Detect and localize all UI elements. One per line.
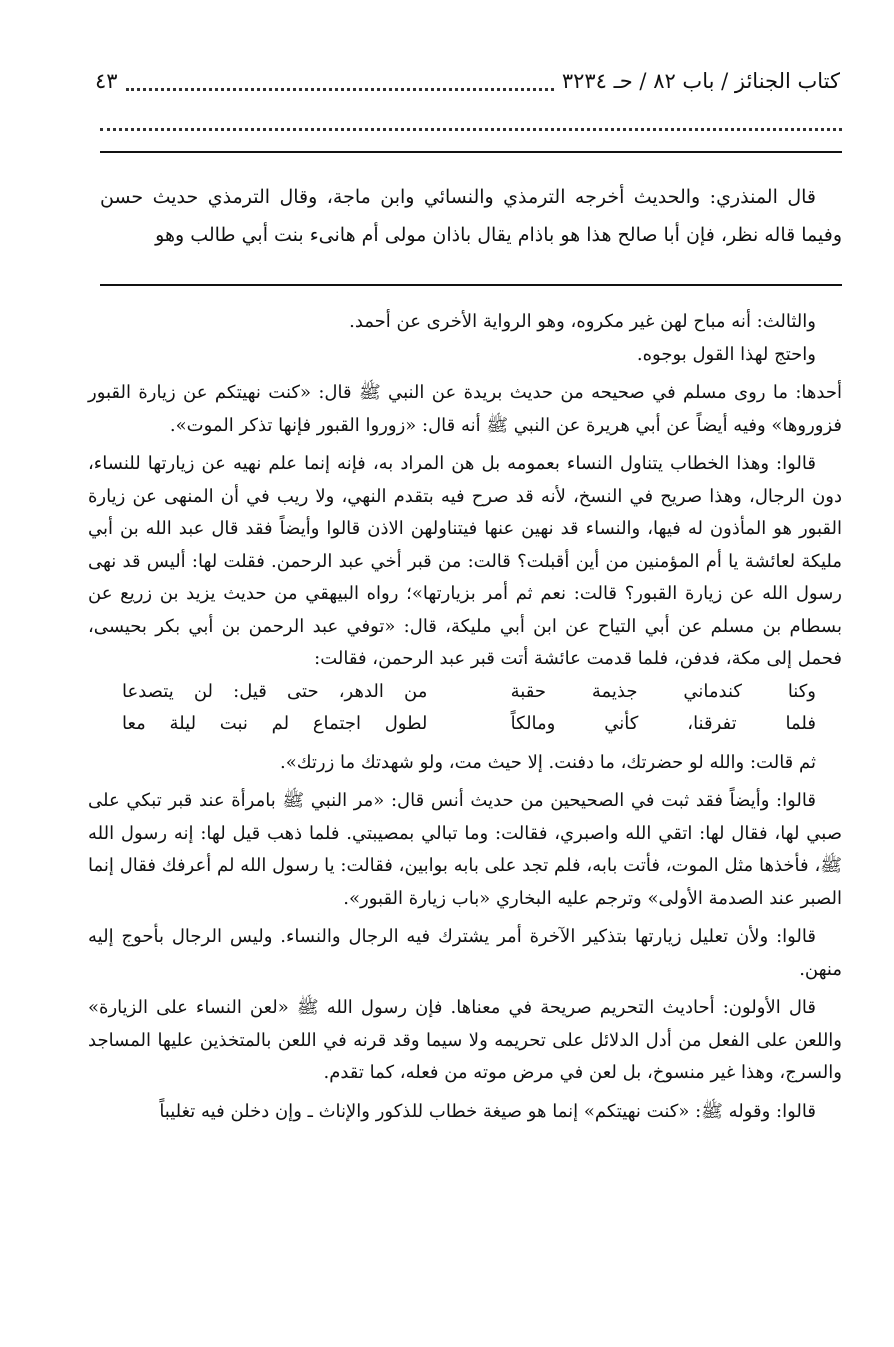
verse-2-second-hemistich: لطول اجتماع لم نبت ليلة معا: [122, 713, 428, 734]
paragraph-9: قالوا: وقوله ﷺ: «كنت نهيتكم» إنما هو صيغة خطاب للذكور والإناث ـ وإن دخلن فيه تغليباً: [159, 1100, 816, 1122]
verse-2-first-hemistich: فلما تفرقنا، كأني ومالكاً: [510, 713, 816, 734]
poem-verse-1: [88, 676, 842, 709]
dotted-separator: [100, 124, 842, 131]
header-title: كتاب الجنائز / باب ٨٢ / حـ ٣٢٣٤: [561, 69, 840, 93]
verse-1-second-hemistich: من الدهر، حتى قيل: لن يتصدعا: [122, 680, 428, 702]
footnote-rule: [100, 284, 842, 286]
paragraph-3: أحدها: ما روى مسلم في صحيحه من حديث بريدة عن النبي ﷺ قال: «كنت نهيتكم عن زيارة القبور فزوروها» وفيه أيضاً عن أبي هريرة عن النبي ﷺ أنه قال: «زوروا القبور فإنها تذكر الموت».: [88, 382, 842, 436]
paragraph-8: قال الأولون: أحاديث التحريم صريحة في معناها. فإن رسول الله ﷺ «لعن النساء على الزيارة» واللعن على الفعل من أدل الدلائل على تحريمه ولا سيما وقد قرنه في اللعن بالمتخذين عليها المساجد والسرج، وهذا غير منسوخ، بل لعن في مرض موته من فعله، كما تقدم.: [88, 997, 842, 1083]
paragraph-1: والثالث: أنه مباح لهن غير مكروه، وهو الرواية الأخرى عن أحمد.: [349, 311, 816, 332]
footnote-text: قال المنذري: والحديث أخرجه الترمذي والنسائي وابن ماجة، وقال الترمذي حديث حسن وفيما قاله نظر، فإن أبا صالح هذا هو باذام يقال باذان مولى أم هانىء بنت أبي طالب وهو: [100, 186, 842, 246]
paragraph-2: واحتج لهذا القول بوجوه.: [636, 343, 816, 365]
main-text: [88, 306, 842, 1128]
running-header: [95, 66, 840, 96]
poem-verse-2: [88, 708, 842, 741]
page-number: ٤٣: [95, 69, 118, 93]
paragraph-5: ثم قالت: والله لو حضرتك، ما دفنت. إلا حيث مت، ولو شهدتك ما زرتك».: [279, 751, 816, 773]
paragraph-7: قالوا: ولأن تعليل زيارتها بتذكير الآخرة أمر يشترك فيه الرجال والنساء. وليس الرجال بأحوج إليه منهن.: [88, 926, 842, 980]
verse-1-first-hemistich: وكنا كندماني جذيمة حقبة: [510, 680, 816, 702]
header-rule: [100, 151, 842, 153]
footnote-block: [100, 178, 842, 254]
paragraph-4: قالوا: وهذا الخطاب يتناول النساء بعمومه بل هن المراد به، فإنه إنما علم نهيه عن زيارتها للنساء، دون الرجال، وهذا صريح في النسخ، لأنه قد صرح فيه بتقدم النهي، ولا ريب في أن المنهى عن زيارة القبور هو المأذون له فيها، والنساء قد نهين عنها فيتناولهن الاذن قالوا وأيضاً فقد قال عبد الله بن أبي مليكة لعائشة يا أم المؤمنين من أين أقبلت؟ قالت: من قبر أخي عبد الرحمن. فقلت لها: أليس قد نهى رسول الله عن زيارة القبور؟ قالت: نعم ثم أمر بزيارتها»؛ رواه البيهقي من حديث يزيد بن زريع عن بسطام بن مسلم عن أبي التياح عن ابن أبي مليكة، قال: «توفي عبد الرحمن بن أبي بكر بحيسى، فحمل إلى مكة، فدفن، فلما قدمت عائشة أتت قبر عبد الرحمن، فقالت:: [88, 453, 842, 669]
header-leader-dots: [126, 84, 554, 91]
paragraph-6: قالوا: وأيضاً فقد ثبت في الصحيحين من حديث أنس قال: «مر النبي ﷺ بامرأة عند قبر تبكي على صبي لها، فقال لها: اتقي الله واصبري، فقالت: وما تبالي بمصيبتي. فلما ذهب قيل لها: إنه رسول الله ﷺ، فأخذها مثل الموت، فأتت بابه، فلم تجد على بابه بوابين، فقالت: يا رسول الله لم أعرفك فقال إنما الصبر عند الصدمة الأولى» وترجم عليه البخاري «باب زيارة القبور».: [88, 790, 842, 909]
